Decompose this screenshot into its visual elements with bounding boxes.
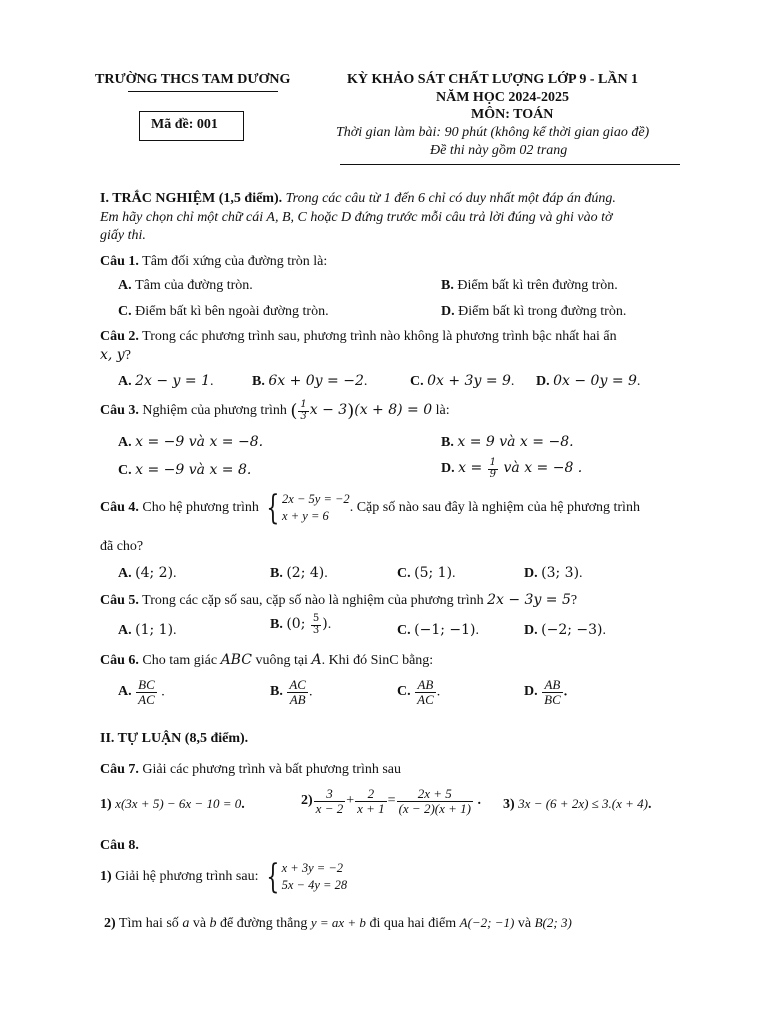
q2-stem — [100, 329, 617, 345]
q8-label: Câu 8. — [100, 838, 139, 853]
part1-heading-line — [100, 191, 616, 207]
q1-option-b: B. Điểm bất kì trên đường tròn. — [441, 278, 618, 293]
q7-part-1-eq: x(3x + 5) − 6x − 10 = 0 — [115, 796, 242, 811]
q5-option-b-fraction: $\frac{5}{3}$ — [312, 613, 320, 636]
q5-stem: Câu 5. Trong các cặp số sau, cặp số nào là nghiệm của phương trình 2x − 3y = 5? — [100, 592, 578, 608]
q6-option-a-fraction: $\frac{BC}{AC}$ — [138, 677, 155, 707]
q1-option-b-text: Điểm bất kì trên đường tròn. — [457, 278, 618, 293]
q2-option-b: B. 6x + 0y = −2. — [252, 373, 368, 389]
q3-option-c-text: x = −9 và x = 8. — [135, 462, 252, 478]
q5-option-c-text: (−1; −1) — [414, 622, 476, 638]
q5-option-a-text: (1; 1) — [135, 622, 174, 638]
q3-eq-tail: (x + 8) = 0 — [354, 402, 433, 419]
q7-part-3: 3) 3x − (6 + 2x) ≤ 3.(x + 4). — [503, 796, 652, 812]
q5-eq: 2x − 3y = 5 — [487, 592, 571, 608]
q8-part-1: 1) Giải hệ phương trình sau: { x + 3y = −2 5x − 4y = 28 — [100, 857, 348, 897]
q6-vertex: A — [311, 652, 322, 668]
q4-option-d-text: (3; 3) — [541, 565, 580, 581]
q5-option-d-text: (−2; −3) — [541, 622, 603, 638]
q6-triangle: ABC — [220, 652, 252, 668]
q8-part-2: 2) Tìm hai số a và b để đường thẳng y = ax + b đi qua hai điểm A(−2; −1) và B(2; 3) — [104, 915, 572, 931]
q2-option-d-text: 0x − 0y = 9 — [553, 373, 637, 389]
q7-part-2-fraction-3: $\frac{2x + 5}{(x - 2)(x + 1)}$ — [398, 786, 471, 816]
q4-option-d: D. (3; 3). — [524, 565, 583, 581]
q3-option-a: A. x = −9 và x = −8. — [118, 434, 264, 450]
q8-point-a: A(−2; −1) — [459, 915, 515, 930]
q7-part-2-fraction-2: $\frac{2}{x + 1}$ — [357, 786, 385, 816]
q3-option-c: C. x = −9 và x = 8. — [118, 462, 252, 478]
q1-label: Câu 1. — [100, 254, 139, 269]
q7-part-1: 1) x(3x + 5) − 6x − 10 = 0. — [100, 796, 245, 812]
q6-option-d-fraction: $\frac{AB}{BC}$ — [544, 677, 561, 707]
q4-system: 2x − 5y = −2 x + y = 6 — [282, 492, 350, 523]
q6-option-b: B. $\frac{AC}{AB}$ . — [270, 677, 313, 707]
q3-text: Nghiệm của phương trình — [138, 403, 291, 419]
q2-stem-2 — [100, 347, 131, 364]
part2-heading: II. TỰ LUẬN (8,5 điểm). — [100, 731, 249, 746]
q6-stem: Câu 6. Cho tam giác ABC vuông tại A. Khi đó SinC bằng: — [100, 652, 434, 668]
q4-option-c: C. (5; 1). — [397, 565, 456, 581]
q4-option-b: B. (2; 4). — [270, 565, 328, 581]
q2-label: Câu 2. — [100, 329, 139, 344]
q5-text: Trong các cặp số sau, cặp số nào là nghiệm của phương trình — [138, 593, 488, 608]
q7-text: Giải các phương trình và bất phương trình sau — [138, 762, 401, 777]
q5-option-a: A. (1; 1). — [118, 622, 177, 638]
school-underline — [128, 91, 278, 92]
q3-option-d-fraction: $\frac{1}{9}$ — [489, 457, 497, 480]
q3-option-b: B. x = 9 và x = −8. — [441, 434, 574, 450]
q4-text-end: . Cặp số nào sau đây là nghiệm của hệ phương trình — [349, 500, 640, 516]
q2-option-d: D. 0x − 0y = 9. — [536, 373, 641, 389]
school-name: TRƯỜNG THCS TAM DƯƠNG — [95, 72, 291, 87]
q3-option-d: D. x = $\frac{1}{9}$ và x = −8 . — [441, 457, 583, 480]
part1-instr-1: Trong các câu từ 1 đến 6 chỉ có duy nhất một đáp án đúng. — [282, 191, 616, 206]
q6-option-c-fraction: $\frac{AB}{AC}$ — [417, 677, 434, 707]
q4-option-a: A. (4; 2). — [118, 565, 177, 581]
q4-stem: Câu 4. Cho hệ phương trình { 2x − 5y = −2 x + y = 6 . Cặp số nào sau đây là nghiệm của hệ phương trình — [100, 488, 640, 528]
q6-option-a: A. $\frac{BC}{AC}$ . — [118, 677, 165, 707]
q2-option-a-text: 2x − y = 1 — [135, 373, 211, 389]
q3-option-b-text: x = 9 và x = −8. — [457, 434, 574, 450]
q2-option-b-text: 6x + 0y = −2 — [268, 373, 364, 389]
exam-code: Mã đề: 001 — [151, 117, 218, 132]
q1-option-d-text: Điểm bất kì trong đường tròn. — [458, 304, 627, 319]
q8-part-1-text: Giải hệ phương trình sau: — [111, 869, 262, 885]
q6-option-b-fraction: $\frac{AC}{AB}$ — [289, 677, 306, 707]
q7-label: Câu 7. — [100, 762, 139, 777]
q8-system: x + 3y = −2 5x − 4y = 28 — [281, 861, 348, 892]
q6-option-c: C. $\frac{AB}{AC}$ . — [397, 677, 441, 707]
q3-eq-rest: x − 3 — [309, 402, 348, 419]
part1-instr-2: Em hãy chọn chỉ một chữ cái A, B, C hoặc D đứng trước mỗi câu trả lời đúng và ghi vào tờ — [100, 210, 613, 225]
pages-note: Đề thi này gồm 02 trang — [430, 143, 568, 158]
q6-option-d: D. $\frac{AB}{BC}$ . — [524, 677, 568, 707]
q8-point-b: B(2; 3) — [534, 915, 572, 930]
q1-option-d: D. Điểm bất kì trong đường tròn. — [441, 304, 627, 319]
subject: MÔN: TOÁN — [471, 107, 554, 122]
q3-stem: Câu 3. Nghiệm của phương trình ( $\frac{1}{3}$ x − 3)(x + 8) = 0 là: — [100, 399, 450, 422]
q2-vars: x, y — [100, 347, 125, 363]
q1-option-c-text: Điểm bất kì bên ngoài đường tròn. — [135, 304, 329, 319]
q1-text: Tâm đối xứng của đường tròn là: — [138, 254, 328, 269]
q7-stem — [100, 762, 401, 778]
q1-option-a: A. Tâm của đường tròn. — [118, 278, 253, 293]
q2-qmark: ? — [124, 348, 131, 363]
q3-text-end: là: — [432, 403, 450, 419]
q7-part-3-eq: 3x − (6 + 2x) ≤ 3.(x + 4) — [518, 796, 649, 811]
q5-label: Câu 5. — [100, 593, 139, 608]
q4-stem-2: đã cho? — [100, 539, 144, 554]
q5-option-d: D. (−2; −3). — [524, 622, 606, 638]
exam-title: KỲ KHẢO SÁT CHẤT LƯỢNG LỚP 9 - LẦN 1 — [347, 72, 639, 87]
q4-option-c-text: (5; 1) — [414, 565, 453, 581]
q2-option-a: A. 2x − y = 1. — [118, 373, 214, 389]
q3-option-a-text: x = −9 và x = −8. — [135, 434, 264, 450]
q8-line-eq: y = ax + b — [310, 915, 366, 930]
q3-eq-fraction: $\frac{1}{3}$ — [300, 399, 307, 422]
q4-text: Cho hệ phương trình — [138, 500, 263, 516]
school-year: NĂM HỌC 2024-2025 — [436, 90, 569, 105]
q5-option-b: B. (0; $\frac{5}{3}$ ). — [270, 613, 332, 636]
q1-option-c: C. Điểm bất kì bên ngoài đường tròn. — [118, 304, 329, 319]
header-rule — [340, 164, 680, 165]
time-note: Thời gian làm bài: 90 phút (không kể thời gian giao đề) — [336, 125, 650, 140]
part1-heading: I. TRẮC NGHIỆM (1,5 điểm). — [100, 191, 283, 206]
q4-label: Câu 4. — [100, 500, 139, 516]
q1-stem — [100, 254, 327, 270]
q1-option-a-text: Tâm của đường tròn. — [135, 278, 253, 293]
q2-text: Trong các phương trình sau, phương trình nào không là phương trình bậc nhất hai ẩn — [138, 329, 617, 344]
q6-label: Câu 6. — [100, 653, 139, 668]
q5-option-c: C. (−1; −1). — [397, 622, 479, 638]
q2-option-c-text: 0x + 3y = 9 — [427, 373, 511, 389]
q2-option-c: C. 0x + 3y = 9. — [410, 373, 515, 389]
q4-option-a-text: (4; 2) — [135, 565, 174, 581]
q7-part-2-fraction-1: $\frac{3}{x - 2}$ — [315, 786, 344, 816]
q4-option-b-text: (2; 4) — [286, 565, 325, 581]
q7-part-2: 2) $\frac{3}{x - 2}$ + $\frac{2}{x + 1}$ = $\frac{2x + 5}{(x - 2)(x + 1)}$ . — [301, 786, 481, 816]
q3-label: Câu 3. — [100, 403, 139, 419]
part1-instr-3: giấy thi. — [100, 228, 146, 243]
